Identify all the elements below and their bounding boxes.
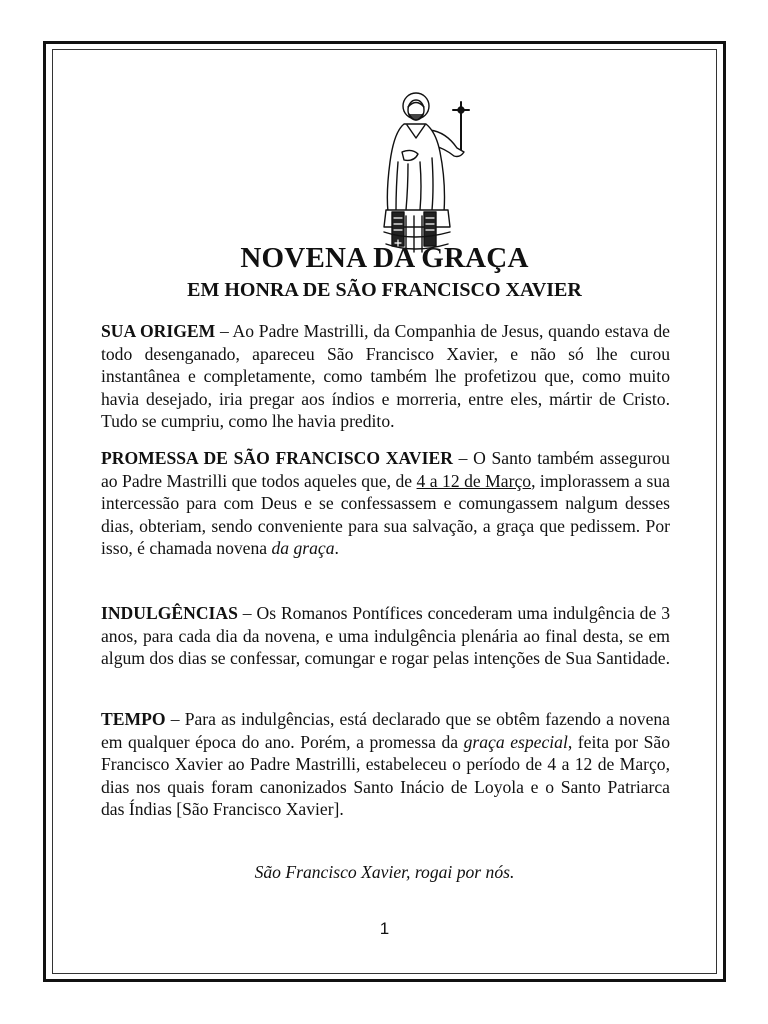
paragraph-lead: SUA ORIGEM xyxy=(101,321,216,341)
paragraph-indulgencias xyxy=(101,602,670,670)
paragraph-tempo xyxy=(101,708,670,821)
paragraph-promessa xyxy=(101,447,670,560)
paragraph-text: . xyxy=(334,538,339,559)
paragraph-text: – O Santo também assegurou ao Padre Mastrilli que todos aqueles que, de xyxy=(101,448,670,491)
paragraph-text: – Os Romanos Pontífices concederam uma indulgência de 3 anos, para cada dia da novena, e uma indulgência plenária ao final desta, se em algum dos dias se confessar, comungar e rogar pelas intenções de Sua Santidade. xyxy=(101,603,670,669)
page-title: NOVENA DA GRAÇA xyxy=(240,242,529,274)
italic-text: graça especial xyxy=(463,731,568,752)
page-number: 1 xyxy=(379,919,390,938)
underlined-dates: 4 a 12 de Março xyxy=(416,470,532,491)
paragraph-lead: INDULGÊNCIAS xyxy=(101,603,238,623)
paragraph-text: – Ao Padre Mastrilli, da Companhia de Jesus, quando estava de todo desenganado, apareceu São Francisco Xavier, e não só lhe curou instantânea e completamente, como também lhe profetizou que, como muito havia desejado, iria pregar aos índios e morreria, entre eles, mártir de Cristo. Tudo se cumpriu, como lhe havia predito. xyxy=(101,321,670,432)
paragraph-origem xyxy=(101,320,670,433)
paragraph-text: , feita por São Francisco Xavier ao Padre Mastrilli, estabeleceu o período de 4 a 12 de Março, dias nos quais foram canonizados Santo Inácio de Loyola e o Santo Patriarca das Índias [São Francisco Xavier]. xyxy=(101,731,671,820)
italic-text: da graça xyxy=(271,538,335,559)
saint-francis-xavier-icon xyxy=(374,92,478,262)
closing-prayer: São Francisco Xavier, rogai por nós. xyxy=(254,862,515,882)
paragraph-lead: PROMESSA DE SÃO FRANCISCO XAVIER xyxy=(101,448,453,468)
page-border xyxy=(43,41,726,982)
page-subtitle: EM HONRA DE SÃO FRANCISCO XAVIER xyxy=(187,279,582,301)
paragraph-text: – Para as indulgências, está declarado que se obtêm fazendo a novena em qualquer época do ano. Porém, a promessa da xyxy=(101,709,670,752)
paragraph-text: , implorassem a sua intercessão para com Deus e se confessassem e comungassem nalgum desses dias, obteriam, sendo conveniente para sua salvação, a graça que pedissem. Por isso, é chamada novena xyxy=(101,470,670,559)
paragraph-lead: TEMPO xyxy=(101,709,166,729)
